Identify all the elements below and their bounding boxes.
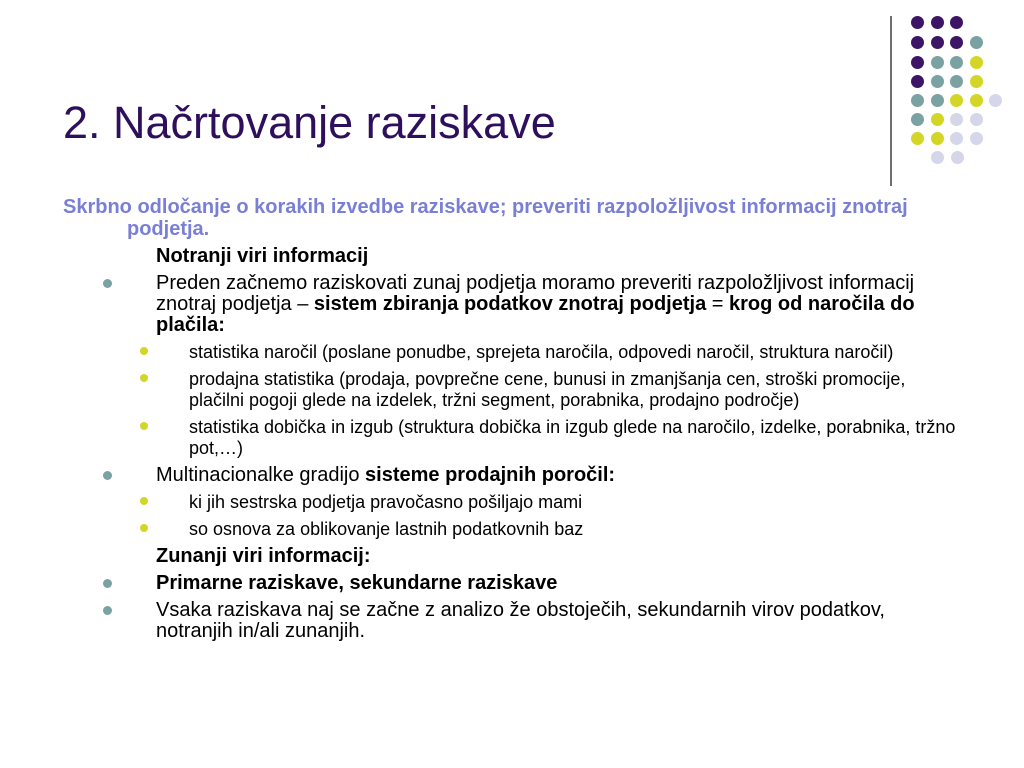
decorative-dot — [911, 75, 924, 88]
decorative-dot — [911, 94, 924, 107]
sub-list-item: ki jih sestrska podjetja pravočasno pošiljajo mami — [60, 492, 965, 513]
decorative-dot — [931, 56, 944, 69]
decorative-dot — [911, 36, 924, 49]
decorative-dot — [911, 16, 924, 29]
decorative-dot — [950, 56, 963, 69]
list-item: Multinacionalke gradijo sisteme prodajnih poročil: — [60, 465, 965, 486]
decorative-dot — [970, 75, 983, 88]
decorative-dot — [931, 113, 944, 126]
slide-body — [60, 196, 965, 642]
intro-text: Skrbno odločanje o korakih izvedbe raziskave; preveriti razpoložljivost informacij znotraj podjetja. — [63, 196, 908, 240]
decorative-dot — [950, 36, 963, 49]
decorative-dot — [950, 113, 963, 126]
decorative-dot — [950, 94, 963, 107]
decorative-dot — [931, 16, 944, 29]
bullet-icon — [103, 606, 112, 615]
bullet-icon — [140, 347, 148, 355]
decorative-dot — [911, 56, 924, 69]
decorative-dot — [931, 94, 944, 107]
slide-title: 2. Načrtovanje raziskave — [63, 97, 556, 148]
decorative-divider-line — [890, 16, 892, 186]
internal-sources-heading: Notranji viri informacij — [156, 245, 369, 267]
decorative-dot — [970, 94, 983, 107]
bullet-icon — [103, 579, 112, 588]
list-item: Primarne raziskave, sekundarne raziskave — [60, 573, 965, 594]
bullet-icon — [140, 524, 148, 532]
decorative-dot — [950, 16, 963, 29]
decorative-dot — [931, 132, 944, 145]
decorative-dot — [911, 113, 924, 126]
list-item: Preden začnemo raziskovati zunaj podjetja moramo preveriti razpoložljivost informacij znotraj podjetja – sistem zbiranja podatkov znotraj podjetja = krog od naročila do plačila: — [60, 273, 965, 336]
bullet-icon — [140, 422, 148, 430]
bullet-icon — [103, 471, 112, 480]
decorative-dot — [951, 151, 964, 164]
decorative-dot — [950, 75, 963, 88]
external-sources-heading: Zunanji viri informacij: — [156, 545, 371, 567]
decorative-dot — [970, 56, 983, 69]
decorative-dot — [970, 113, 983, 126]
decorative-dot — [970, 132, 983, 145]
sub-list-item: prodajna statistika (prodaja, povprečne cene, bunusi in zmanjšanja cen, stroški promocije, plačilni pogoji glede na izdelek, tržni segment, porabnika, prodajno področje) — [60, 369, 965, 411]
decorative-dot — [989, 94, 1002, 107]
sub-list-item: statistika naročil (poslane ponudbe, sprejeta naročila, odpovedi naročil, struktura naročil) — [60, 342, 965, 363]
sub-list-item: so osnova za oblikovanje lastnih podatkovnih baz — [60, 519, 965, 540]
decorative-dot — [931, 75, 944, 88]
bullet-icon — [140, 374, 148, 382]
decorative-dot — [931, 36, 944, 49]
sub-list-item: statistika dobička in izgub (struktura dobička in izgub glede na naročilo, izdelke, porabnika, tržno pot,…) — [60, 417, 965, 459]
list-item: Vsaka raziskava naj se začne z analizo že obstoječih, sekundarnih virov podatkov, notranjih in/ali zunanjih. — [60, 600, 965, 642]
decorative-dot — [931, 151, 944, 164]
decorative-dot — [950, 132, 963, 145]
bullet-icon — [103, 279, 112, 288]
decorative-dot — [970, 36, 983, 49]
decorative-dot — [911, 132, 924, 145]
bullet-icon — [140, 497, 148, 505]
